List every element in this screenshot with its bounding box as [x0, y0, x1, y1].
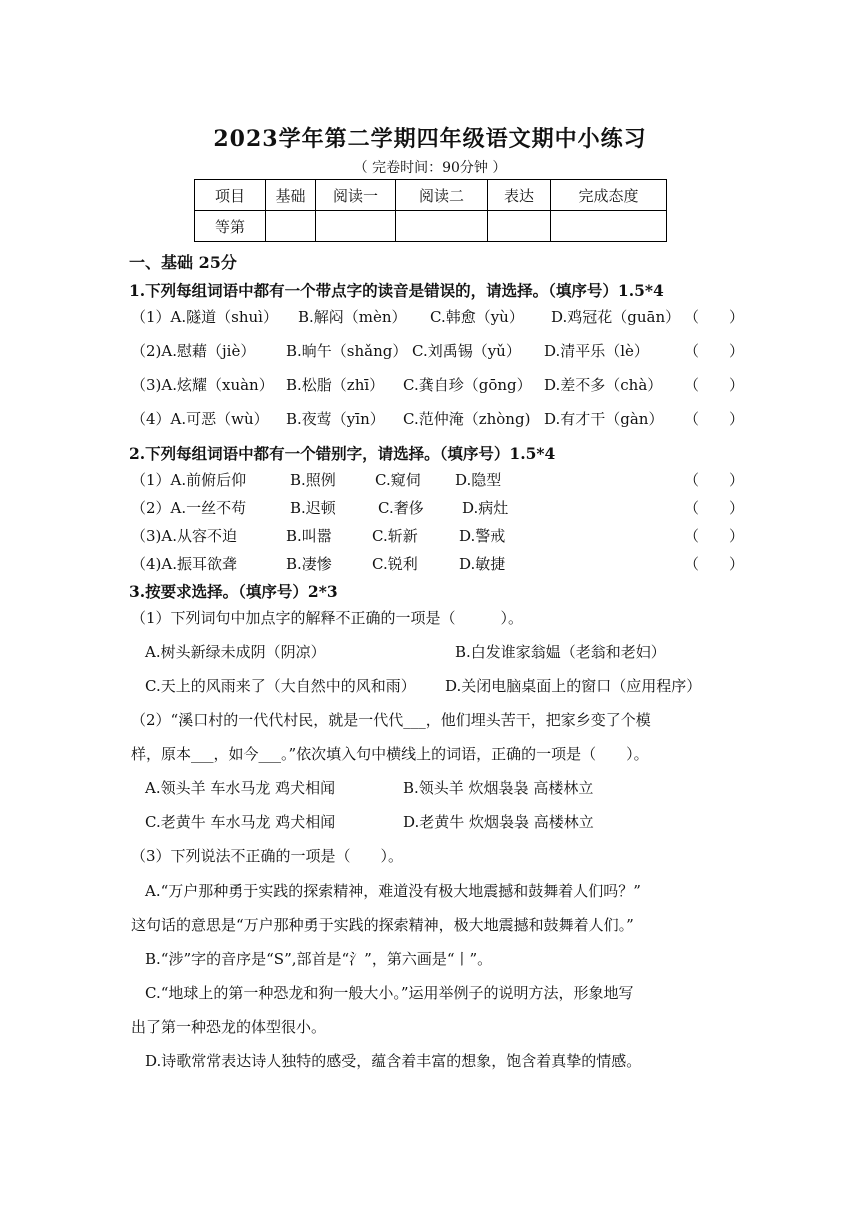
q3-part-2-line-1: （2）“溪口村的一代代村民，就是一代代___，他们埋头苦干，把家乡变了个模 — [131, 711, 651, 729]
q3-part-2-option-a: A.领头羊 车水马龙 鸡犬相闻 — [145, 779, 336, 797]
q1-row-2-d: D.清平乐（lè） — [544, 342, 649, 360]
q1-row-4-c: C.范仲淹（zhòng) — [403, 410, 531, 428]
q1-row-2-b: B.晌午（shǎng） — [286, 342, 408, 360]
q2-row-4-a: （4)A.振耳欲聋 — [131, 555, 237, 573]
q3-part-2-line-2: 样，原本___，如今___。”依次填入句中横线上的词语，正确的一项是（ ）。 — [131, 745, 649, 763]
header-cell: 项目 — [195, 180, 266, 211]
grade-cell[interactable] — [316, 211, 396, 242]
q2-row-2-b: B.迟顿 — [290, 499, 336, 517]
q2-row-1-c: C.窥伺 — [375, 471, 421, 489]
q3-part-1-option-d: D.关闭电脑桌面上的窗口（应用程序） — [445, 677, 702, 695]
grade-cell[interactable] — [396, 211, 488, 242]
q3-part-3-stem: （3）下列说法不正确的一项是（ ）。 — [131, 847, 404, 865]
answer-blank[interactable]: （ ） — [684, 342, 745, 360]
q1-row-4-b: B.夜莺（yīn） — [286, 410, 385, 428]
q1-row-3-d: D.差不多（chà） — [544, 376, 663, 394]
q1-row-3-c: C.龚自珍（gōng） — [403, 376, 532, 394]
q2-row-1-d: D.隐型 — [455, 471, 502, 489]
q3-part-2-option-d: D.老黄牛 炊烟袅袅 高楼林立 — [403, 813, 594, 831]
answer-blank[interactable]: （ ） — [684, 527, 745, 545]
q1-row-3-a: （3)A.炫耀（xuàn） — [131, 376, 274, 394]
q3-part-3-option-b: B.“涉”字的音序是“S”,部首是“氵”，第六画是“丨”。 — [145, 950, 493, 968]
q2-row-1-a: （1）A.前俯后仰 — [131, 471, 247, 489]
q2-row-2-d: D.病灶 — [462, 499, 509, 517]
q3-part-3-option-d: D.诗歌常常表达诗人独特的感受，蕴含着丰富的想象，饱含着真挚的情感。 — [145, 1052, 642, 1070]
exam-duration: （ 完卷时间：90分钟 ） — [353, 160, 507, 176]
answer-blank[interactable]: （ ） — [684, 376, 745, 394]
q2-row-3-a: （3)A.从容不迫 — [131, 527, 237, 545]
header-cell: 完成态度 — [551, 180, 667, 211]
header-cell: 基础 — [266, 180, 316, 211]
q2-row-2-a: （2）A.一丝不苟 — [131, 499, 247, 517]
q1-row-1-c: C.韩愈（yù） — [430, 308, 524, 326]
score-table — [194, 179, 667, 242]
q1-row-4-a: （4）A.可恶（wù） — [131, 410, 269, 428]
q3-part-3-option-a-line-2: 这句话的意思是“万户那种勇于实践的探索精神，极大地震撼和鼓舞着人们。” — [131, 916, 634, 934]
page-title: 2023学年第二学期四年级语文期中小练习 — [213, 126, 647, 152]
q3-part-3-option-a-line-1: A.“万户那种勇于实践的探索精神，难道没有极大地震撼和鼓舞着人们吗？” — [145, 882, 641, 900]
score-table-header-row — [195, 180, 667, 211]
grade-cell[interactable] — [266, 211, 316, 242]
grade-cell[interactable] — [488, 211, 551, 242]
q3-part-3-option-c-line-2: 出了第一种恐龙的体型很小。 — [131, 1018, 327, 1036]
section-heading: 一、基础 25分 — [129, 253, 237, 272]
q3-part-1-option-a: A.树头新绿未成阴（阴凉） — [145, 643, 326, 661]
q3-part-1-option-b: B.白发谁家翁媪（老翁和老妇） — [455, 643, 666, 661]
header-cell: 表达 — [488, 180, 551, 211]
q1-row-3-b: B.松脂（zhī） — [286, 376, 385, 394]
q2-row-2-c: C.奢侈 — [378, 499, 424, 517]
q2-row-1-b: B.照例 — [290, 471, 336, 489]
q2-row-4-b: B.凄惨 — [286, 555, 332, 573]
q1-row-4-d: D.有才干（gàn） — [544, 410, 664, 428]
q3-part-1-stem: （1）下列词句中加点字的解释不正确的一项是（ ）。 — [131, 609, 524, 627]
answer-blank[interactable]: （ ） — [684, 308, 745, 326]
q2-row-4-c: C.锐利 — [372, 555, 418, 573]
q3-part-2-option-b: B.领头羊 炊烟袅袅 高楼林立 — [403, 779, 594, 797]
answer-blank[interactable]: （ ） — [684, 471, 745, 489]
header-cell: 阅读二 — [396, 180, 488, 211]
q1-row-1-b: B.解闷（mèn） — [298, 308, 407, 326]
q1-row-1-d: D.鸡冠花（guān） — [551, 308, 681, 326]
answer-blank[interactable]: （ ） — [684, 499, 745, 517]
q1-row-1-a: （1）A.隧道（shuì） — [131, 308, 278, 326]
row-label-cell: 等第 — [195, 211, 266, 242]
question-3-stem: 3.按要求选择。（填序号）2*3 — [129, 582, 338, 601]
question-1-stem: 1.下列每组词语中都有一个带点字的读音是错误的，请选择。（填序号）1.5*4 — [129, 281, 664, 300]
grade-cell[interactable] — [551, 211, 667, 242]
q2-row-3-c: C.斩新 — [372, 527, 418, 545]
q3-part-3-option-c-line-1: C.“地球上的第一种恐龙和狗一般大小。”运用举例子的说明方法，形象地写 — [145, 984, 634, 1002]
q2-row-3-d: D.警戒 — [459, 527, 506, 545]
q1-row-2-a: （2)A.慰藉（jiè） — [131, 342, 256, 360]
answer-blank[interactable]: （ ） — [684, 410, 745, 428]
header-cell: 阅读一 — [316, 180, 396, 211]
q2-row-3-b: B.叫嚣 — [286, 527, 332, 545]
q3-part-2-option-c: C.老黄牛 车水马龙 鸡犬相闻 — [145, 813, 336, 831]
answer-blank[interactable]: （ ） — [684, 555, 745, 573]
question-2-stem: 2.下列每组词语中都有一个错别字，请选择。（填序号）1.5*4 — [129, 444, 556, 463]
q2-row-4-d: D.敏捷 — [459, 555, 506, 573]
q3-part-1-option-c: C.天上的风雨来了（大自然中的风和雨） — [145, 677, 416, 695]
q1-row-2-c: C.刘禹锡（yǔ） — [412, 342, 521, 360]
score-table-grade-row — [195, 211, 667, 242]
